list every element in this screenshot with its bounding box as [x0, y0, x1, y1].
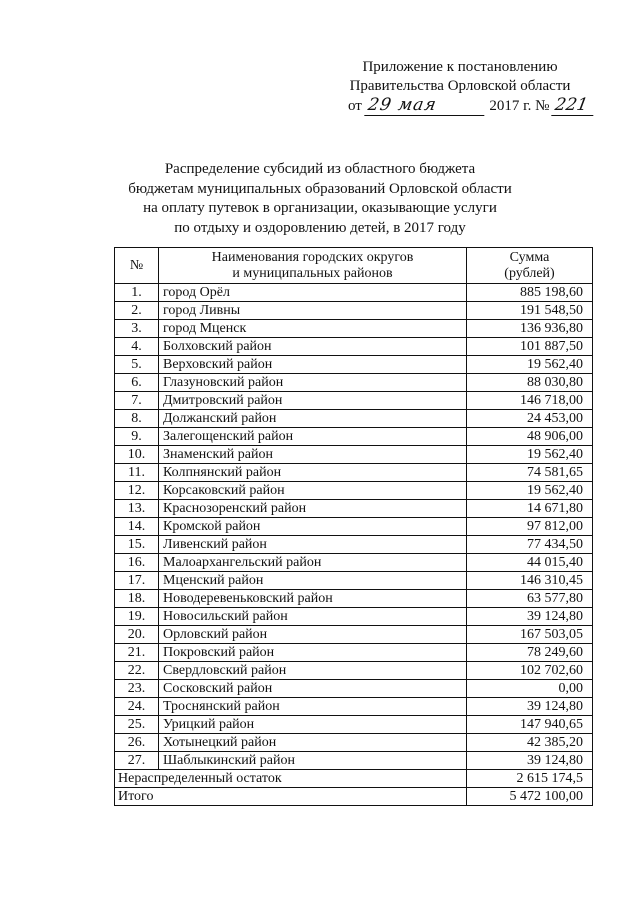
- row-number: 2.: [115, 302, 159, 320]
- row-sum: 147 940,65: [467, 716, 593, 734]
- row-name: Залегощенский район: [159, 428, 467, 446]
- table-body: [115, 284, 593, 770]
- table-row: [115, 338, 593, 356]
- table-row: [115, 374, 593, 392]
- row-sum: 136 936,80: [467, 320, 593, 338]
- undistributed-label: Нераспределенный остаток: [115, 770, 467, 788]
- row-number: 1.: [115, 284, 159, 302]
- row-number: 4.: [115, 338, 159, 356]
- total-row: [115, 788, 593, 806]
- handwritten-date: 29 мая: [364, 96, 488, 116]
- row-name: Должанский район: [159, 410, 467, 428]
- row-sum: 39 124,80: [467, 608, 593, 626]
- row-sum: 19 562,40: [467, 482, 593, 500]
- row-name: город Мценск: [159, 320, 467, 338]
- table-row: [115, 482, 593, 500]
- table-row: [115, 680, 593, 698]
- header-sum-line-1: Сумма: [509, 250, 550, 265]
- total-sum: 5 472 100,00: [467, 788, 593, 806]
- row-sum: 102 702,60: [467, 662, 593, 680]
- row-sum: 48 906,00: [467, 428, 593, 446]
- row-name: Глазуновский район: [159, 374, 467, 392]
- row-sum: 74 581,65: [467, 464, 593, 482]
- table-row: [115, 356, 593, 374]
- title-line-2: бюджетам муниципальных образований Орловской области: [128, 180, 512, 197]
- total-label: Итого: [115, 788, 467, 806]
- row-number: 3.: [115, 320, 159, 338]
- row-number: 24.: [115, 698, 159, 716]
- row-sum: 885 198,60: [467, 284, 593, 302]
- row-sum: 14 671,80: [467, 500, 593, 518]
- row-name: Краснозоренский район: [159, 500, 467, 518]
- row-sum: 97 812,00: [467, 518, 593, 536]
- title-line-3: на оплату путевок в организации, оказывающие услуги: [143, 200, 497, 216]
- row-number: 6.: [115, 374, 159, 392]
- from-label: от: [348, 98, 362, 114]
- table-row: [115, 428, 593, 446]
- header-name-line-1: Наименования городских округов: [211, 250, 414, 265]
- row-number: 22.: [115, 662, 159, 680]
- table-row: [115, 446, 593, 464]
- row-number: 11.: [115, 464, 159, 482]
- row-name: Мценский район: [159, 572, 467, 590]
- appendix-line-2: Правительства Орловской области: [349, 78, 571, 94]
- row-number: 7.: [115, 392, 159, 410]
- table-row: [115, 518, 593, 536]
- row-number: 13.: [115, 500, 159, 518]
- row-sum: 39 124,80: [467, 752, 593, 770]
- row-sum: 167 503,05: [467, 626, 593, 644]
- row-sum: 24 453,00: [467, 410, 593, 428]
- undistributed-sum: 2 615 174,5: [467, 770, 593, 788]
- row-sum: 146 718,00: [467, 392, 593, 410]
- appendix-date-line: [330, 96, 590, 116]
- row-number: 20.: [115, 626, 159, 644]
- table-row: [115, 554, 593, 572]
- row-sum: 42 385,20: [467, 734, 593, 752]
- row-number: 8.: [115, 410, 159, 428]
- appendix-header: [330, 58, 590, 116]
- row-name: Орловский район: [159, 626, 467, 644]
- row-name: Хотынецкий район: [159, 734, 467, 752]
- header-sum-line-2: (рублей): [504, 266, 555, 281]
- row-name: Верховский район: [159, 356, 467, 374]
- table-row: [115, 752, 593, 770]
- row-number: 10.: [115, 446, 159, 464]
- row-name: Новодеревеньковский район: [159, 590, 467, 608]
- row-name: Свердловский район: [159, 662, 467, 680]
- row-number: 21.: [115, 644, 159, 662]
- row-number: 15.: [115, 536, 159, 554]
- row-sum: 39 124,80: [467, 698, 593, 716]
- row-sum: 19 562,40: [467, 356, 593, 374]
- row-name: Ливенский район: [159, 536, 467, 554]
- row-sum: 88 030,80: [467, 374, 593, 392]
- table-row: [115, 392, 593, 410]
- row-name: Урицкий район: [159, 716, 467, 734]
- table-row: [115, 410, 593, 428]
- subsidy-table: [114, 247, 593, 806]
- title-line-4: по отдыху и оздоровлению детей, в 2017 году: [174, 219, 466, 236]
- undistributed-row: [115, 770, 593, 788]
- row-sum: 77 434,50: [467, 536, 593, 554]
- row-sum: 19 562,40: [467, 446, 593, 464]
- row-sum: 78 249,60: [467, 644, 593, 662]
- table-row: [115, 698, 593, 716]
- table-row: [115, 284, 593, 302]
- row-number: 27.: [115, 752, 159, 770]
- row-sum: 191 548,50: [467, 302, 593, 320]
- row-sum: 63 577,80: [467, 590, 593, 608]
- row-name: Болховский район: [159, 338, 467, 356]
- row-name: Шаблыкинский район: [159, 752, 467, 770]
- row-number: 19.: [115, 608, 159, 626]
- table-row: [115, 662, 593, 680]
- row-number: 23.: [115, 680, 159, 698]
- table-row: [115, 734, 593, 752]
- table-row: [115, 572, 593, 590]
- table-row: [115, 320, 593, 338]
- table-row: [115, 464, 593, 482]
- table-row: [115, 500, 593, 518]
- row-name: Покровский район: [159, 644, 467, 662]
- appendix-line-1: Приложение к постановлению: [362, 59, 558, 75]
- row-name: Кромской район: [159, 518, 467, 536]
- handwritten-number: 221: [551, 96, 597, 116]
- row-name: Сосковский район: [159, 680, 467, 698]
- header-num: №: [115, 248, 159, 284]
- row-number: 5.: [115, 356, 159, 374]
- year-label: 2017 г.: [489, 98, 532, 114]
- row-name: Дмитровский район: [159, 392, 467, 410]
- row-number: 12.: [115, 482, 159, 500]
- row-name: Малоархангельский район: [159, 554, 467, 572]
- header-sum: [467, 248, 593, 284]
- table-row: [115, 302, 593, 320]
- row-number: 18.: [115, 590, 159, 608]
- row-name: Знаменский район: [159, 446, 467, 464]
- row-number: 14.: [115, 518, 159, 536]
- table-row: [115, 608, 593, 626]
- row-name: Корсаковский район: [159, 482, 467, 500]
- table-row: [115, 716, 593, 734]
- header-name-line-2: и муниципальных районов: [232, 266, 393, 281]
- row-name: Новосильский район: [159, 608, 467, 626]
- row-name: город Орёл: [159, 284, 467, 302]
- header-name: [159, 248, 467, 284]
- table-header-row: [115, 248, 593, 284]
- row-name: город Ливны: [159, 302, 467, 320]
- row-sum: 146 310,45: [467, 572, 593, 590]
- row-name: Колпнянский район: [159, 464, 467, 482]
- table-row: [115, 536, 593, 554]
- number-label: №: [535, 98, 550, 114]
- title-line-1: Распределение субсидий из областного бюджета: [164, 161, 476, 177]
- row-number: 16.: [115, 554, 159, 572]
- document-title: [110, 160, 530, 238]
- row-number: 17.: [115, 572, 159, 590]
- table-row: [115, 644, 593, 662]
- row-name: Троснянский район: [159, 698, 467, 716]
- row-number: 25.: [115, 716, 159, 734]
- row-sum: 44 015,40: [467, 554, 593, 572]
- row-sum: 101 887,50: [467, 338, 593, 356]
- table-row: [115, 626, 593, 644]
- row-sum: 0,00: [467, 680, 593, 698]
- row-number: 26.: [115, 734, 159, 752]
- row-number: 9.: [115, 428, 159, 446]
- table-row: [115, 590, 593, 608]
